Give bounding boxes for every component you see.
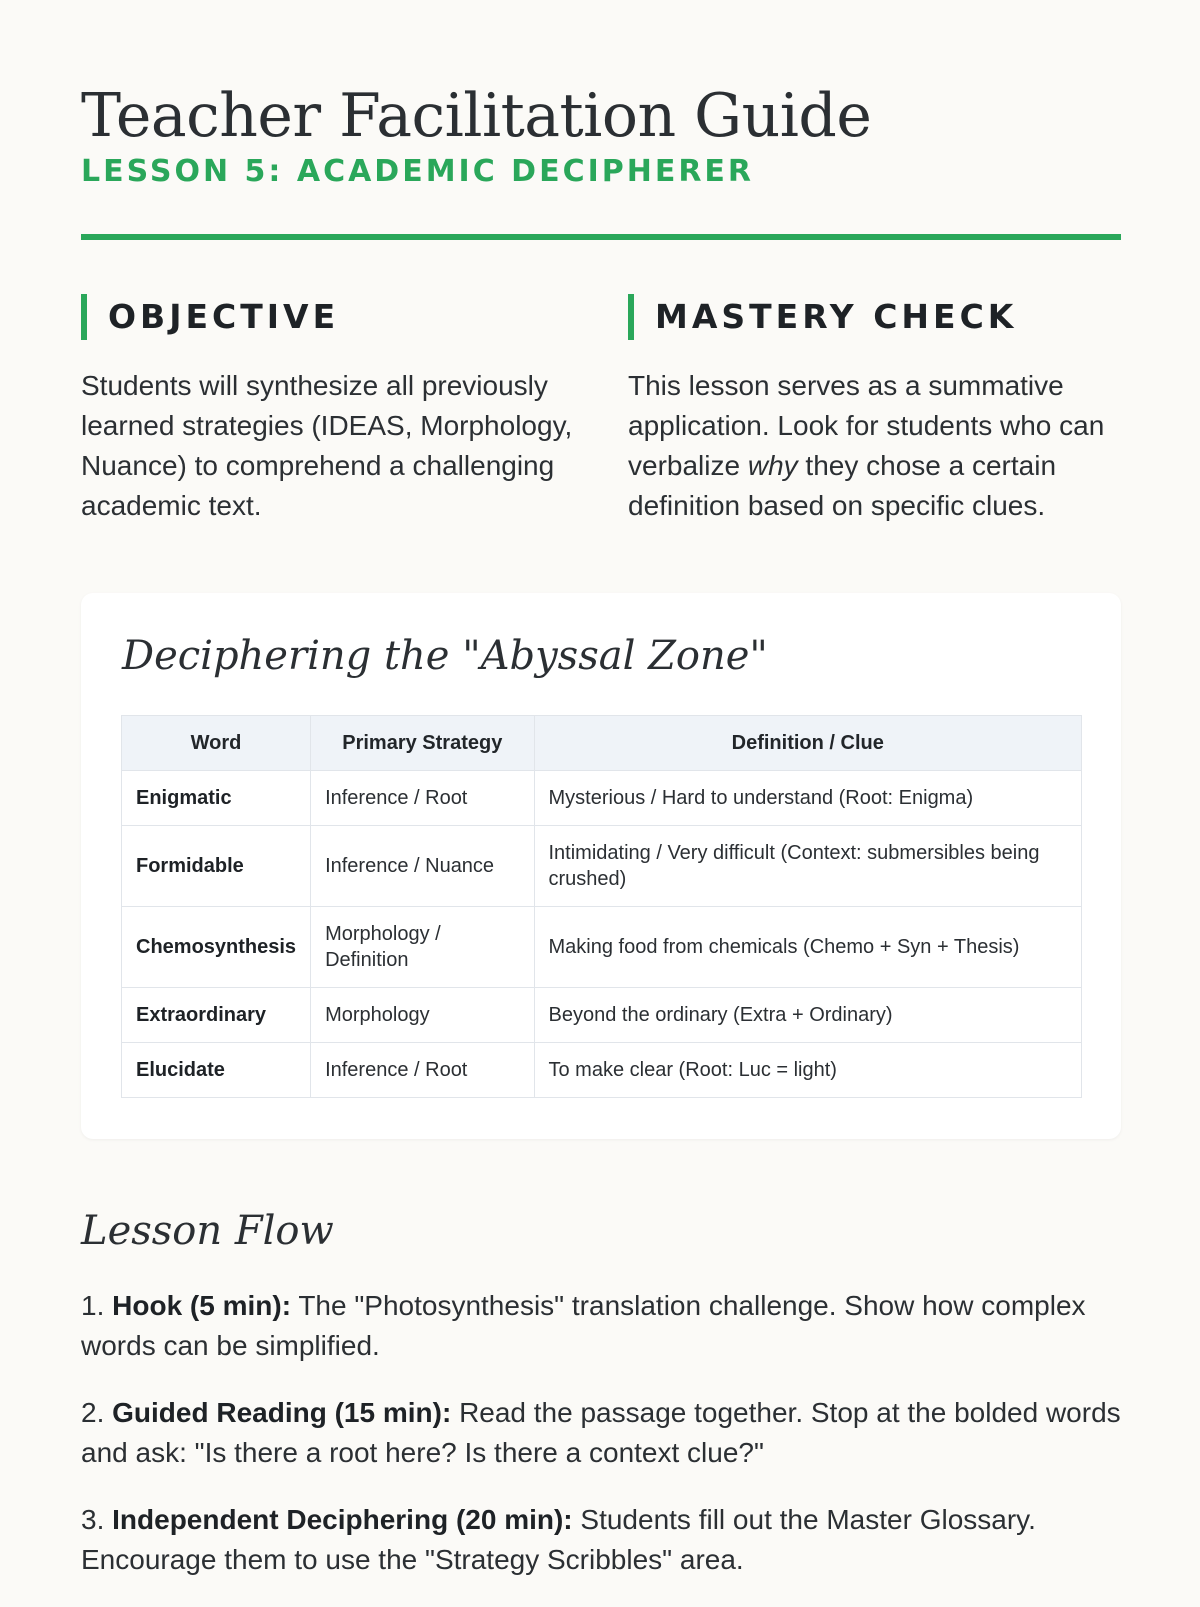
objective-section bbox=[81, 294, 581, 526]
vocabulary-table bbox=[121, 715, 1082, 1098]
page-title: Teacher Facilitation Guide bbox=[81, 81, 872, 151]
lesson-flow-title: Lesson Flow bbox=[81, 1208, 334, 1254]
column-header-word: Word bbox=[122, 716, 311, 771]
step-text: Read the passage together. Stop at the bolded words and ask: "Is there a root here? Is there a context clue?" bbox=[81, 1397, 1121, 1468]
word-cell: Chemosynthesis bbox=[122, 907, 311, 988]
definition-cell: To make clear (Root: Luc = light) bbox=[534, 1043, 1082, 1098]
vocabulary-card-title: Deciphering the "Abyssal Zone" bbox=[122, 633, 768, 679]
word-cell: Elucidate bbox=[122, 1043, 311, 1098]
objective-text: Students will synthesize all previously learned strategies (IDEAS, Morphology, Nuance) to comprehend a challenging academic text. bbox=[81, 370, 573, 521]
mastery-text-part: they chose a certain definition based on specific clues. bbox=[628, 450, 1057, 521]
lesson-subtitle: LESSON 5: ACADEMIC DECIPHERER bbox=[81, 154, 755, 189]
strategy-cell: Inference / Nuance bbox=[311, 826, 534, 907]
table-row bbox=[122, 771, 1082, 826]
step-label: Independent Deciphering (20 min): bbox=[112, 1504, 573, 1535]
column-header-strategy: Primary Strategy bbox=[311, 716, 534, 771]
objective-heading: OBJECTIVE bbox=[81, 294, 581, 340]
lesson-step bbox=[81, 1286, 1131, 1366]
table-header-row bbox=[122, 716, 1082, 771]
mastery-text-part: This lesson serves as a summative application. Look for students who can verbalize bbox=[628, 370, 1105, 481]
word-cell: Formidable bbox=[122, 826, 311, 907]
word-cell: Extraordinary bbox=[122, 988, 311, 1043]
strategy-cell: Morphology bbox=[311, 988, 534, 1043]
lesson-flow-list bbox=[81, 1286, 1131, 1607]
mastery-check-section bbox=[628, 294, 1128, 526]
table-row bbox=[122, 907, 1082, 988]
step-text: Students fill out the Master Glossary. Encourage them to use the "Strategy Scribbles" area. bbox=[81, 1504, 1036, 1575]
lesson-step bbox=[81, 1393, 1131, 1473]
definition-cell: Intimidating / Very difficult (Context: submersibles being crushed) bbox=[534, 826, 1082, 907]
vocabulary-card bbox=[81, 593, 1121, 1139]
lesson-step bbox=[81, 1500, 1131, 1580]
strategy-cell: Inference / Root bbox=[311, 1043, 534, 1098]
step-number: 1. bbox=[81, 1290, 105, 1321]
mastery-check-text bbox=[628, 366, 1128, 526]
step-number: 2. bbox=[81, 1397, 105, 1428]
definition-cell: Beyond the ordinary (Extra + Ordinary) bbox=[534, 988, 1082, 1043]
mastery-text-emphasis: why bbox=[747, 450, 798, 481]
mastery-check-heading: MASTERY CHECK bbox=[628, 294, 1128, 340]
strategy-cell: Inference / Root bbox=[311, 771, 534, 826]
word-cell: Enigmatic bbox=[122, 771, 311, 826]
table-row bbox=[122, 988, 1082, 1043]
step-text: The "Photosynthesis" translation challenge. Show how complex words can be simplified. bbox=[81, 1290, 1086, 1361]
step-number: 3. bbox=[81, 1504, 105, 1535]
definition-cell: Making food from chemicals (Chemo + Syn + Thesis) bbox=[534, 907, 1082, 988]
step-label: Hook (5 min): bbox=[112, 1290, 292, 1321]
strategy-cell: Morphology / Definition bbox=[311, 907, 534, 988]
header-divider bbox=[81, 234, 1121, 240]
table-row bbox=[122, 826, 1082, 907]
step-label: Guided Reading (15 min): bbox=[112, 1397, 452, 1428]
column-header-definition: Definition / Clue bbox=[534, 716, 1082, 771]
table-row bbox=[122, 1043, 1082, 1098]
definition-cell: Mysterious / Hard to understand (Root: Enigma) bbox=[534, 771, 1082, 826]
